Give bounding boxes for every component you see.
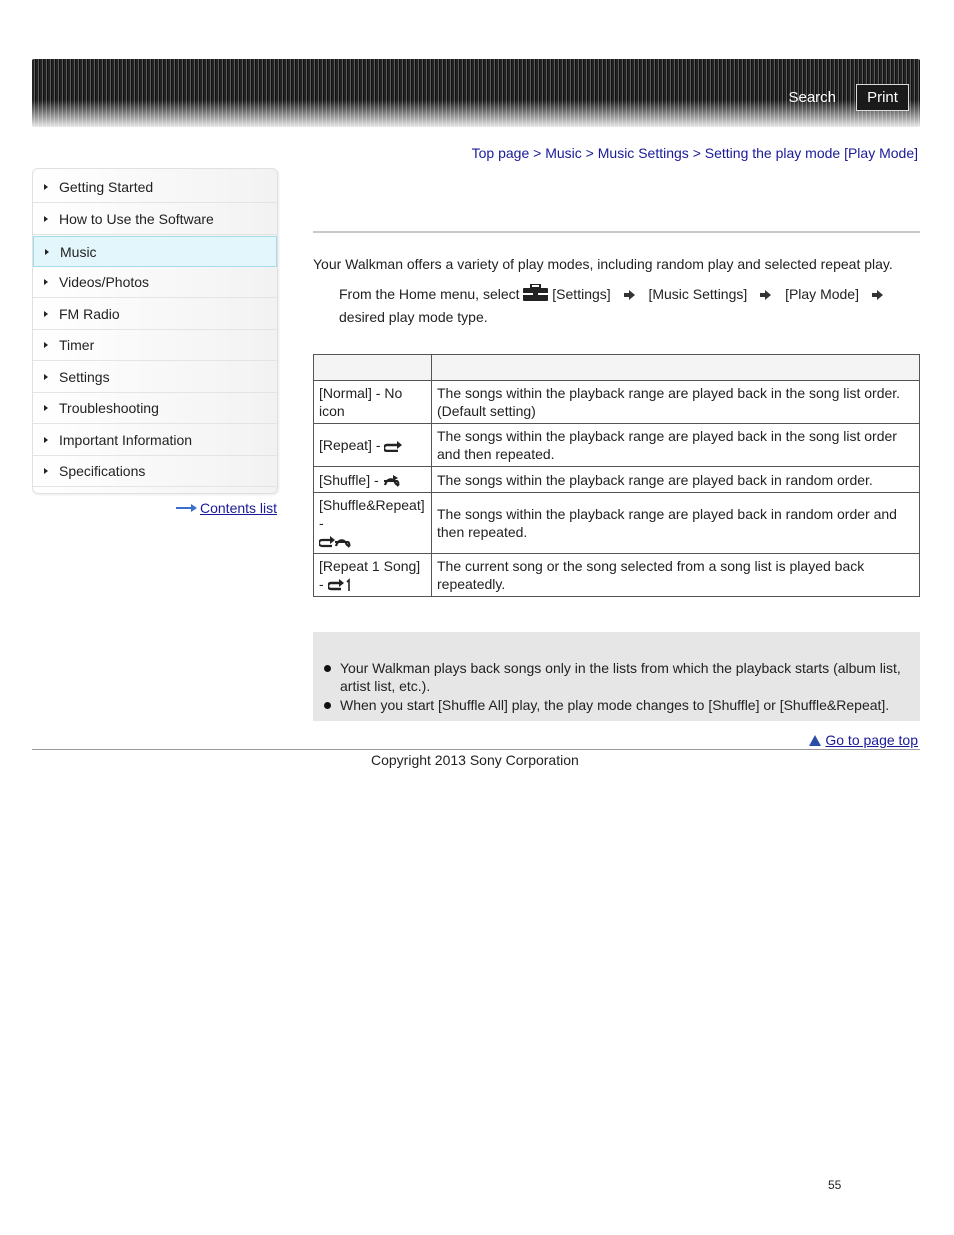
footer-divider bbox=[32, 749, 920, 750]
mode-cell bbox=[314, 381, 432, 424]
sidebar-item-fm-radio[interactable] bbox=[33, 299, 277, 330]
triangle-right-icon bbox=[44, 216, 48, 222]
sidebar-item-label: Settings bbox=[59, 369, 110, 385]
sidebar-item-label: Specifications bbox=[59, 463, 146, 479]
breadcrumb-separator: > bbox=[533, 145, 542, 161]
sidebar-item-label: Getting Started bbox=[59, 179, 154, 195]
mode-label: [Repeat 1 Song] - bbox=[319, 558, 421, 592]
sidebar-item-label: Troubleshooting bbox=[59, 400, 159, 416]
bullet-icon bbox=[324, 702, 331, 709]
repeat-one-icon bbox=[328, 578, 352, 591]
triangle-up-icon bbox=[809, 735, 821, 746]
list-item bbox=[323, 696, 913, 714]
shuffle-repeat-icon bbox=[319, 535, 351, 548]
sidebar-item-getting-started[interactable] bbox=[33, 172, 277, 203]
intro-text: Your Walkman offers a variety of play modes, including random play and selected repeat play. bbox=[313, 256, 893, 272]
mode-label: [Normal] - No icon bbox=[319, 385, 403, 419]
triangle-right-icon bbox=[44, 342, 48, 348]
description-cell: The songs within the playback range are played back in the song list order and then repeated. bbox=[432, 424, 920, 467]
play-mode-table bbox=[313, 354, 920, 597]
triangle-right-icon bbox=[44, 311, 48, 317]
header-bar bbox=[32, 59, 920, 127]
step-settings: [Settings] bbox=[552, 286, 611, 302]
triangle-right-icon bbox=[44, 405, 48, 411]
toolbox-settings-icon bbox=[523, 284, 548, 301]
mode-label: [Repeat] - bbox=[319, 437, 381, 453]
description-cell: The songs within the playback range are played back in random order. bbox=[432, 467, 920, 493]
sidebar-item-label: Videos/Photos bbox=[59, 274, 150, 290]
arrow-right-icon bbox=[176, 504, 198, 512]
description-cell: The current song or the song selected from a song list is played back repeatedly. bbox=[432, 554, 920, 597]
sidebar-item-label: FM Radio bbox=[59, 306, 120, 322]
table-header-cell bbox=[314, 355, 432, 381]
description-cell: The songs within the playback range are played back in random order and then repeated. bbox=[432, 493, 920, 554]
mode-label: [Shuffle] - bbox=[319, 471, 379, 488]
notes-list bbox=[323, 659, 913, 715]
table-row bbox=[314, 424, 920, 467]
table-row bbox=[314, 467, 920, 493]
mode-label: [Shuffle&Repeat] - bbox=[319, 497, 425, 531]
sidebar-item-important-information[interactable] bbox=[33, 425, 277, 456]
search-button[interactable]: Search bbox=[788, 89, 836, 106]
triangle-right-icon bbox=[45, 249, 49, 255]
breadcrumb-separator: > bbox=[692, 145, 701, 161]
step-end: desired play mode type. bbox=[339, 309, 488, 325]
breadcrumb-top-page[interactable]: Top page bbox=[471, 145, 530, 161]
go-to-page-top-link[interactable] bbox=[809, 732, 918, 748]
breadcrumb bbox=[472, 145, 918, 161]
steps-text bbox=[339, 283, 899, 329]
sidebar-item-label: How to Use the Software bbox=[59, 211, 214, 227]
step-play-mode: [Play Mode] bbox=[785, 286, 859, 302]
sidebar-item-specifications[interactable] bbox=[33, 456, 277, 487]
mode-cell bbox=[314, 467, 432, 493]
arrow-right-icon bbox=[760, 290, 772, 300]
table-row bbox=[314, 381, 920, 424]
mode-cell bbox=[314, 493, 432, 554]
title-divider bbox=[313, 231, 920, 233]
print-button[interactable]: Print bbox=[856, 84, 909, 111]
contents-list-link[interactable] bbox=[176, 500, 277, 516]
table-header-cell bbox=[432, 355, 920, 381]
step-music-settings: [Music Settings] bbox=[648, 286, 748, 302]
sidebar-item-software[interactable] bbox=[33, 204, 277, 235]
sidebar-item-troubleshooting[interactable] bbox=[33, 393, 277, 424]
table-row bbox=[314, 493, 920, 554]
note-text: Your Walkman plays back songs only in the lists from which the playback starts (album list, artist list, etc.). bbox=[340, 660, 901, 694]
table-row bbox=[314, 554, 920, 597]
sidebar-item-settings[interactable] bbox=[33, 362, 277, 393]
sidebar-item-videos-photos[interactable] bbox=[33, 267, 277, 298]
triangle-right-icon bbox=[44, 279, 48, 285]
contents-list-label: Contents list bbox=[200, 500, 278, 516]
copyright-text: Copyright 2013 Sony Corporation bbox=[371, 752, 579, 768]
sidebar-item-label: Important Information bbox=[59, 432, 193, 448]
breadcrumb-current-page[interactable]: Setting the play mode [Play Mode] bbox=[704, 145, 918, 161]
table-header-row bbox=[314, 355, 920, 381]
sidebar-item-timer[interactable] bbox=[33, 330, 277, 361]
arrow-right-icon bbox=[872, 290, 884, 300]
description-cell: The songs within the playback range are played back in the song list order. (Default setting) bbox=[432, 381, 920, 424]
mode-cell bbox=[314, 424, 432, 467]
list-item bbox=[323, 659, 913, 695]
sidebar-item-label: Music bbox=[60, 243, 97, 260]
notes-box bbox=[313, 632, 920, 721]
triangle-right-icon bbox=[44, 468, 48, 474]
breadcrumb-separator: > bbox=[585, 145, 594, 161]
triangle-right-icon bbox=[44, 184, 48, 190]
sidebar-item-music[interactable] bbox=[33, 236, 277, 267]
breadcrumb-music-settings[interactable]: Music Settings bbox=[597, 145, 689, 161]
triangle-right-icon bbox=[44, 437, 48, 443]
shuffle-icon bbox=[383, 474, 400, 487]
page-number: 55 bbox=[828, 1178, 842, 1192]
note-text: When you start [Shuffle All] play, the play mode changes to [Shuffle] or [Shuffle&Repeat]. bbox=[340, 697, 890, 713]
sidebar-item-label: Timer bbox=[59, 337, 95, 353]
bullet-icon bbox=[324, 665, 331, 672]
step-from-home: From the Home menu, select bbox=[339, 286, 520, 302]
go-to-top-label: Go to page top bbox=[825, 732, 918, 748]
repeat-icon bbox=[384, 440, 403, 452]
arrow-right-icon bbox=[624, 290, 636, 300]
breadcrumb-music[interactable]: Music bbox=[545, 145, 582, 161]
triangle-right-icon bbox=[44, 374, 48, 380]
sidebar-nav bbox=[32, 168, 278, 494]
mode-cell bbox=[314, 554, 432, 597]
